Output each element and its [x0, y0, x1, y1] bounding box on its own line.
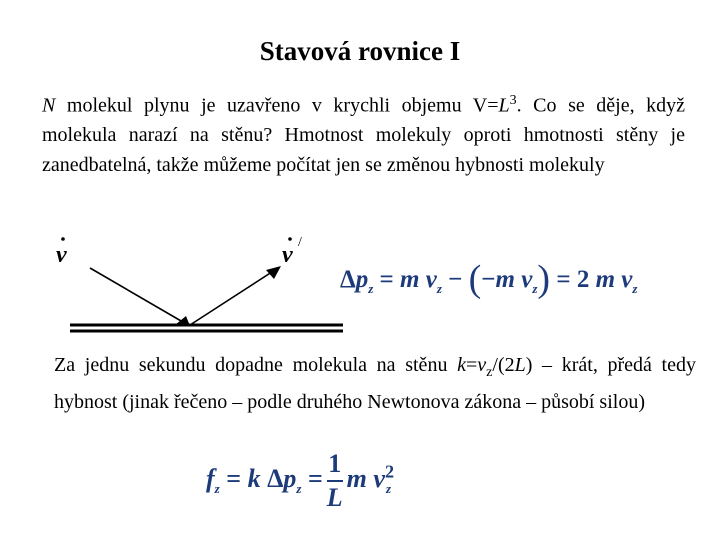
impact-paragraph: Za jednu sekundu dopadne molekula na stěnu $k=v_z/(2L)$ – krát, předá tedy hybnost (jinak řečeno – podle druhého Newtonova zákona – působí silou): [54, 354, 696, 413]
reflected-arrowhead: [266, 266, 281, 279]
reflected-velocity-line: [190, 268, 278, 325]
fraction-one-over-l: $\frac{1}{L}$: [326, 449, 343, 512]
var-n: N: [42, 94, 56, 117]
velocity-label-v: v: [56, 242, 67, 268]
exponent-3: 3: [509, 93, 517, 108]
velocity-dot: [61, 237, 65, 241]
incoming-velocity-line: [90, 268, 188, 325]
var-k: k: [457, 354, 466, 376]
prime-mark: /: [298, 235, 302, 250]
intro-text-1: molekul plynu je uzavřeno v krychli objemu V=: [55, 94, 499, 117]
reflection-diagram: [48, 228, 348, 338]
impact-arrowhead: [175, 316, 190, 326]
force-equation: $f_z = k$ $\Delta p_z$ = $\frac{1}{L}$ m $v^2_z$: [206, 449, 395, 512]
var-l: L: [498, 94, 510, 117]
velocity-prime-dot: [288, 237, 292, 241]
intro-text-2: . Co se děje, když molekula narazí na stěnu? Hmotnost molekuly oproti hmotnosti stěny je zanedbatelná, takže můžeme počítat jen se změnou hybnosti molekuly: [42, 94, 685, 176]
momentum-change-equation: $\Delta p_z = m$ $v_z - (-m$ $v_z) = 2$ m $v_z$: [340, 258, 638, 300]
slide-title: Stavová rovnice I: [259, 36, 461, 66]
velocity-label-v-prime: v: [282, 242, 293, 268]
intro-paragraph: [42, 86, 685, 180]
